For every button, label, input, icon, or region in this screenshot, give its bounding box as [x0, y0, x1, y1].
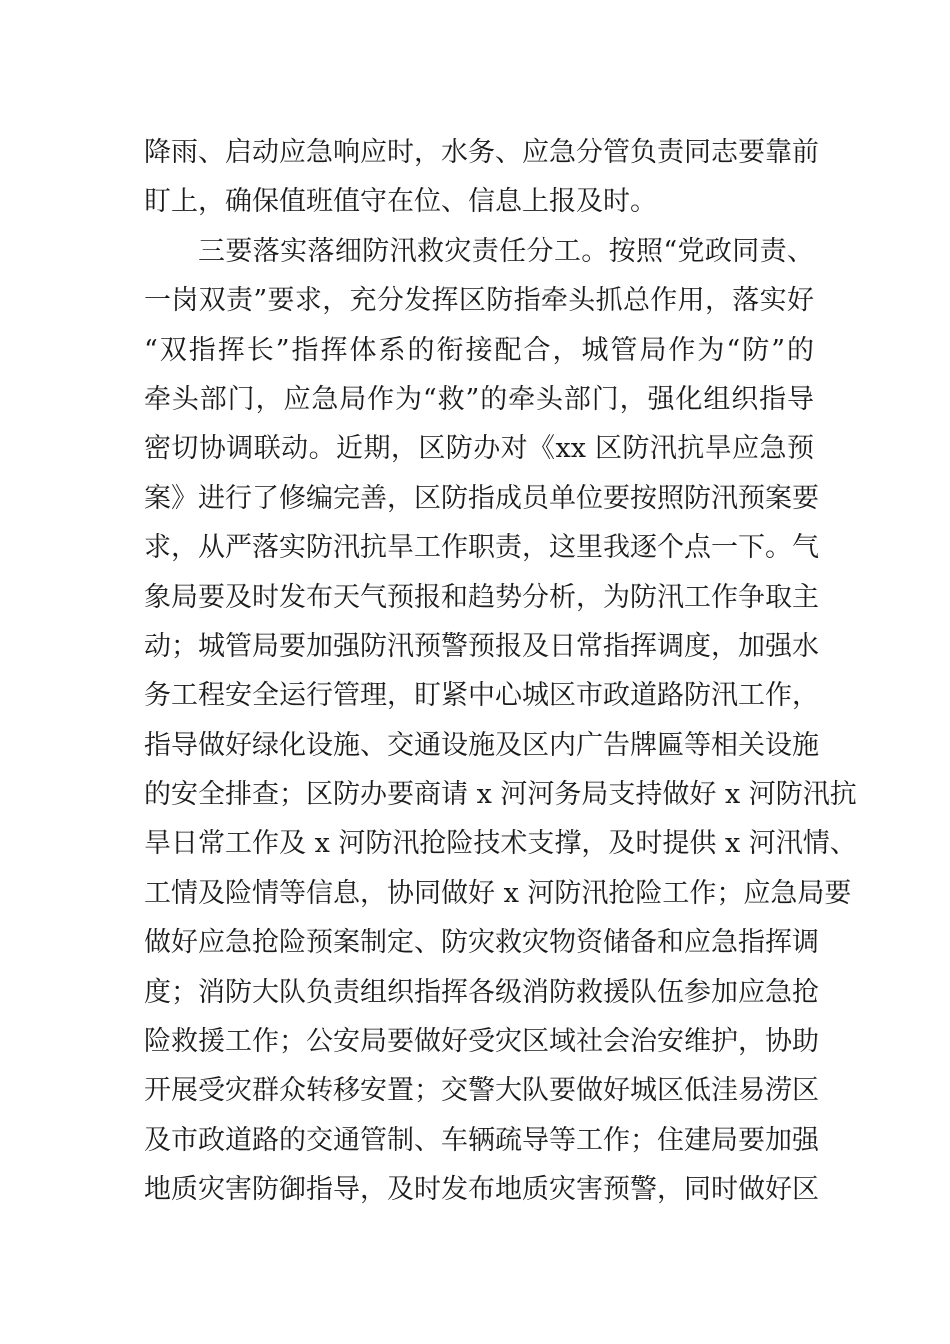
text-line-11: 动；城管局要加强防汛预警预报及日常指挥调度，加强水: [144, 630, 819, 662]
text-line-6: 牵头部门，应急局作为“救”的牵头部门，强化组织指导: [144, 383, 814, 415]
text-line-19: 险救援工作；公安局要做好受灾区域社会治安维护，协助: [144, 1026, 819, 1058]
text-line-16: 工情及险情等信息，协同做好 x 河防汛抢险工作；应急局要: [144, 877, 852, 909]
text-line-17: 做好应急抢险预案制定、防灾救灾物资储备和应急指挥调: [144, 927, 819, 959]
text-line-20: 开展受灾群众转移安置；交警大队要做好城区低洼易涝区: [144, 1075, 819, 1107]
text-line-15: 旱日常工作及 x 河防汛抢险技术支撑，及时提供 x 河汛情、: [144, 828, 857, 860]
text-line-10: 象局要及时发布天气预报和趋势分析，为防汛工作争取主: [144, 581, 819, 613]
text-line-13: 指导做好绿化设施、交通设施及区内广告牌匾等相关设施: [144, 729, 819, 761]
body-text: [144, 128, 857, 1215]
text-line-4: 一岗双责”要求，充分发挥区防指牵头抓总作用，落实好: [144, 285, 814, 317]
text-line-5: “双指挥长”指挥体系的衔接配合，城管局作为“防”的: [144, 334, 814, 366]
text-line-22: 地质灾害防御指导，及时发布地质灾害预警，同时做好区: [144, 1174, 819, 1206]
text-line-1: 降雨、启动应急响应时，水务、应急分管负责同志要靠前: [144, 137, 819, 168]
text-line-8: 案》进行了修编完善，区防指成员单位要按照防汛预案要: [144, 482, 819, 514]
text-line-2: 盯上，确保值班值守在位、信息上报及时。: [144, 186, 657, 218]
text-line-21: 及市政道路的交通管制、车辆疏导等工作；住建局要加强: [144, 1124, 819, 1156]
text-line-14: 的安全排查；区防办要商请 x 河河务局支持做好 x 河防汛抗: [144, 779, 857, 811]
text-line-18: 度；消防大队负责组织指挥各级消防救援队伍参加应急抢: [144, 976, 819, 1008]
text-line-12: 务工程安全运行管理，盯紧中心城区市政道路防汛工作，: [144, 680, 819, 712]
text-line-7: 密切协调联动。近期，区防办对《xx 区防汛抗旱应急预: [144, 433, 814, 465]
text-line-3: 三要落实落细防汛救灾责任分工。按照“党政同责、: [198, 235, 814, 267]
text-line-9: 求，从严落实防汛抗旱工作职责，这里我逐个点一下。气: [144, 532, 819, 564]
